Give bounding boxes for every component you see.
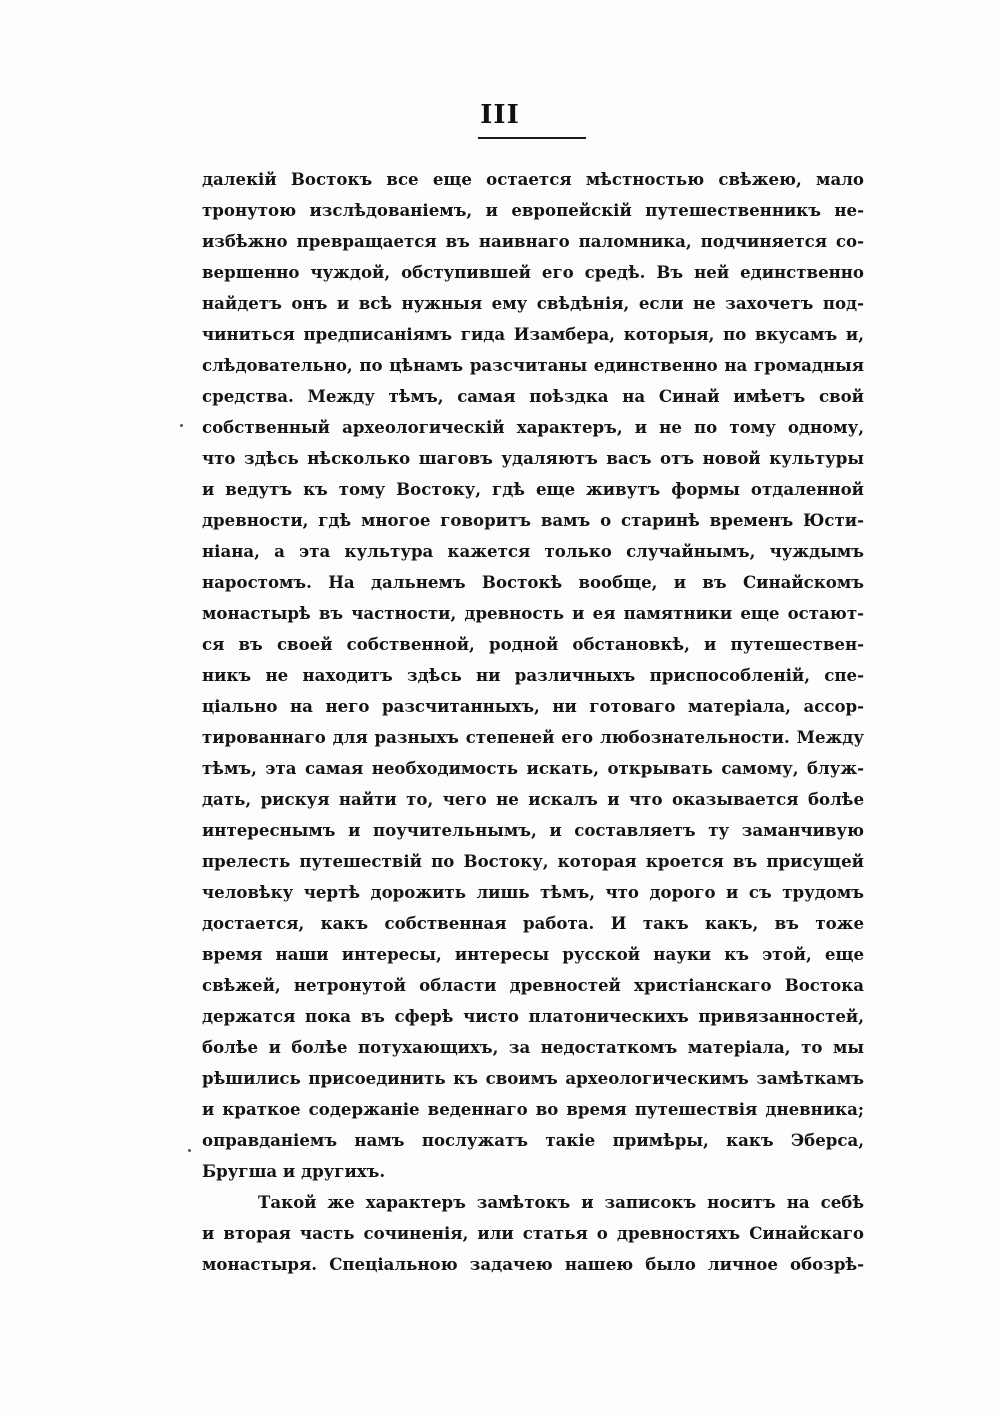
text-line: дать, рискуя найти то, чего не искалъ и что оказывается болѣе [202,789,864,809]
text-line: свѣжей, нетронутой области древностей христіанскаго Востока [202,975,864,995]
text-line: монастыря. Спеціальною задачею нашею было личное обозрѣ- [202,1254,864,1274]
text-line: наростомъ. На дальнемъ Востокѣ вообще, и въ Синайскомъ [202,572,864,592]
scan-speck [188,1149,191,1152]
text-line: избѣжно превращается въ наивнаго паломника, подчиняется со- [202,231,864,251]
text-line: тѣмъ, эта самая необходимость искать, открывать самому, блуж- [202,758,864,778]
body-text [202,164,864,1280]
text-line: слѣдовательно, по цѣнамъ разсчитаны единственно на громадныя [202,355,864,375]
scan-speck [180,424,183,427]
text-line: прелесть путешествій по Востоку, которая кроется въ присущей [202,851,864,871]
text-line: найдетъ онъ и всѣ нужныя ему свѣдѣнія, если не захочетъ под- [202,293,864,313]
text-line: и краткое содержаніе веденнаго во время путешествія дневника; [202,1099,864,1119]
header-rule [478,137,586,139]
text-line: вершенно чуждой, обступившей его средѣ. Въ ней единственно [202,262,864,282]
text-line: монастырѣ въ частности, древность и ея памятники еще остают- [202,603,864,623]
text-line: интереснымъ и поучительнымъ, и составляетъ ту заманчивую [202,820,864,840]
text-line: и вторая часть сочиненія, или статья о древностяхъ Синайскаго [202,1223,864,1243]
text-line: и ведутъ къ тому Востоку, гдѣ еще живутъ формы отдаленной [202,479,864,499]
text-line: тированнаго для разныхъ степеней его любознательности. Между [202,727,864,747]
text-line: рѣшились присоединить къ своимъ археологическимъ замѣткамъ [202,1068,864,1088]
text-line: болѣе и болѣе потухающихъ, за недостаткомъ матеріала, то мы [202,1037,864,1057]
text-line: тронутою изслѣдованіемъ, и европейскій путешественникъ не- [202,200,864,220]
text-line: никъ не находитъ здѣсь ни различныхъ приспособленій, спе- [202,665,864,685]
text-line: далекій Востокъ все еще остается мѣстностью свѣжею, мало [202,169,864,189]
text-line: держатся пока въ сферѣ чисто платоническихъ привязанностей, [202,1006,864,1026]
text-line: ніана, а эта культура кажется только случайнымъ, чуждымъ [202,541,864,561]
text-line: ціально на него разсчитанныхъ, ни готоваго матеріала, ассор- [202,696,864,716]
text-line: человѣку чертѣ дорожить лишь тѣмъ, что дорого и съ трудомъ [202,882,864,902]
text-line: средства. Между тѣмъ, самая поѣздка на Синай имѣетъ свой [202,386,864,406]
text-line: ся въ своей собственной, родной обстановкѣ, и путешествен- [202,634,864,654]
text-line: древности, гдѣ многое говоритъ вамъ о старинѣ временъ Юсти- [202,510,864,530]
paragraph-end-line: Бругша и другихъ. [202,1161,386,1181]
text-line: время наши интересы, интересы русской науки къ этой, еще [202,944,864,964]
paragraph-start-line: Такой же характеръ замѣтокъ и записокъ носитъ на себѣ [258,1192,864,1212]
text-line: что здѣсь нѣсколько шаговъ удаляютъ васъ отъ новой культуры [202,448,864,468]
text-line: оправданіемъ намъ послужатъ такіе примѣры, какъ Эберса, [202,1130,864,1150]
page-number: III [480,100,520,130]
text-line: собственный археологическій характеръ, и не по тому одному, [202,417,864,437]
text-line: достается, какъ собственная работа. И такъ какъ, въ тоже [202,913,864,933]
text-line: чиниться предписаніямъ гида Изамбера, которыя, по вкусамъ и, [202,324,864,344]
